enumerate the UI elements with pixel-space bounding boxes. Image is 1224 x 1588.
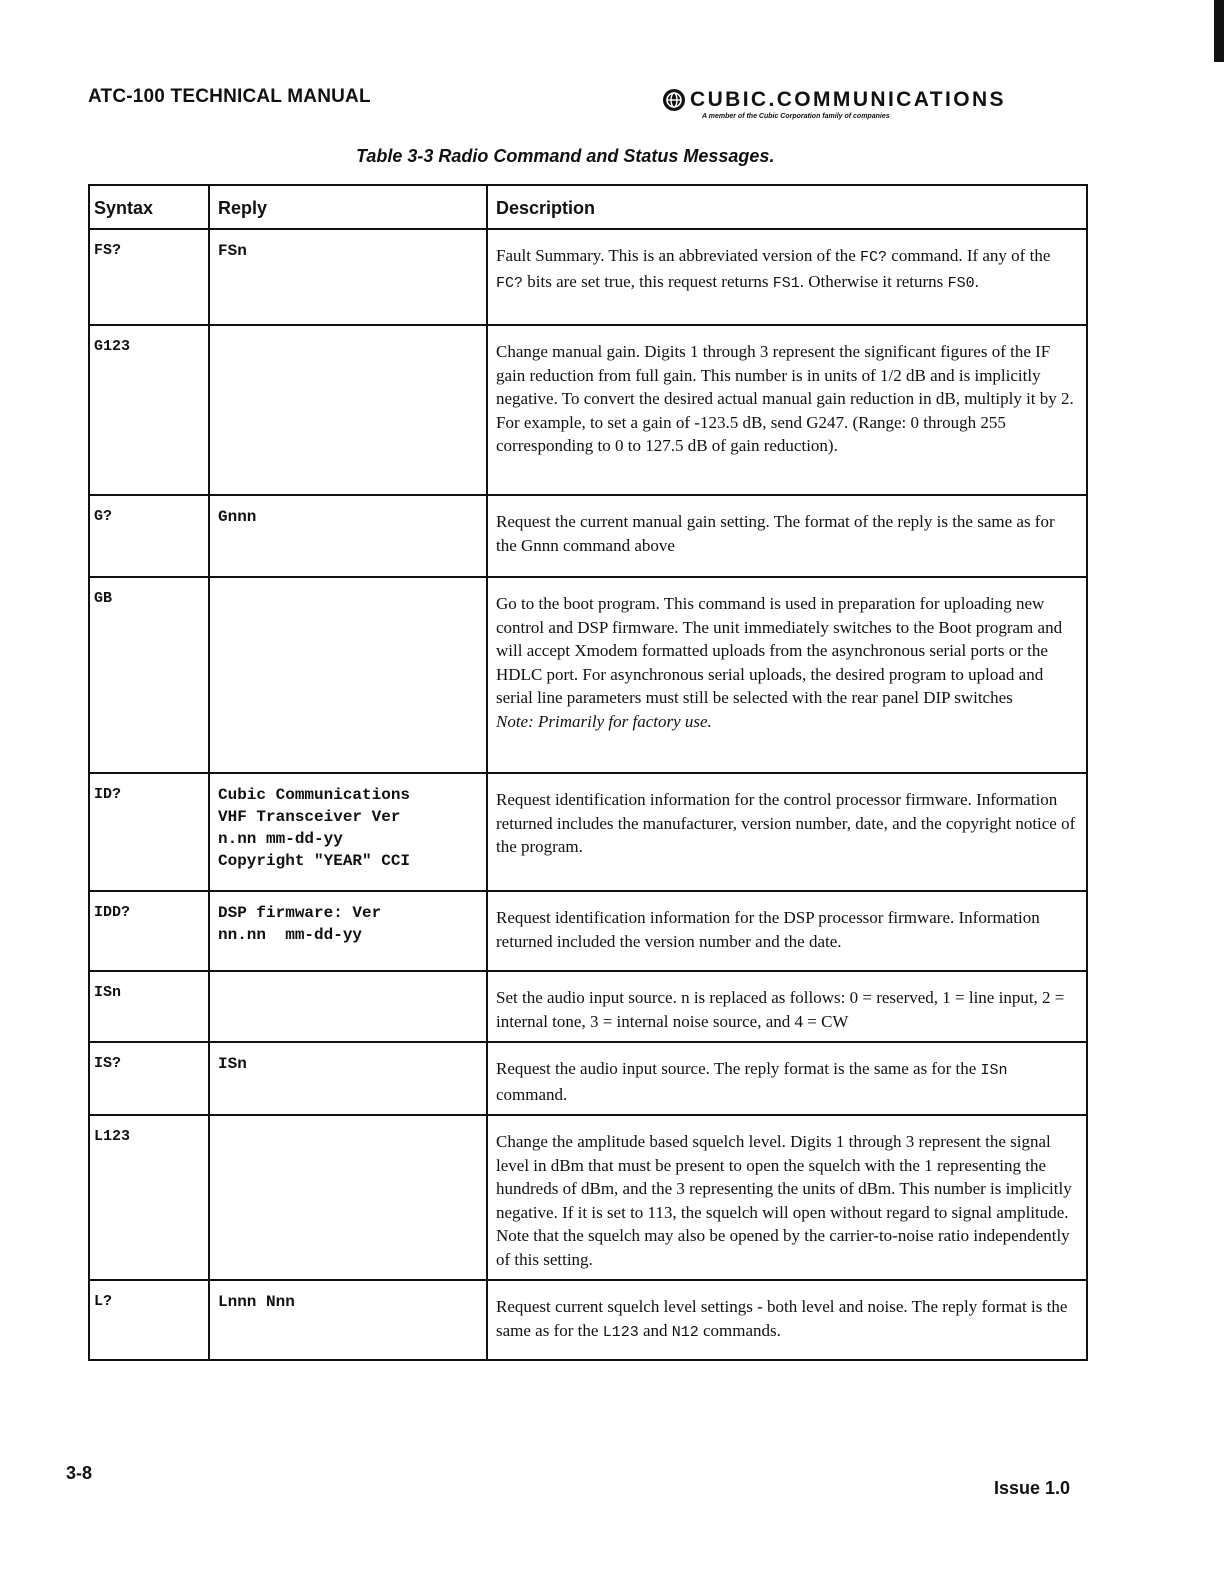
- syntax-cell: ID?: [89, 773, 209, 891]
- table-row: [89, 495, 1087, 577]
- command-code: N12: [671, 1323, 699, 1341]
- reply-cell: FSn: [209, 229, 487, 325]
- reply-cell: [209, 971, 487, 1042]
- table-row: [89, 1042, 1087, 1115]
- reply-cell: [209, 325, 487, 495]
- description-text: Request the audio input source. The reply format is the same as for the: [496, 1059, 981, 1078]
- issue-label: Issue 1.0: [994, 1478, 1071, 1498]
- description-cell: [487, 495, 1087, 577]
- syntax-cell: IDD?: [89, 891, 209, 971]
- table-row: [89, 891, 1087, 971]
- syntax-cell: ISn: [89, 971, 209, 1042]
- description-text: commands.: [698, 1320, 781, 1340]
- description-text: Request identification information for the control processor firmware. Information returned includes the manufacturer, version number, date, and the copyright notice of the program.: [496, 790, 1076, 856]
- description-note: Note: Primarily for factory use.: [496, 711, 712, 731]
- syntax-cell: IS?: [89, 1042, 209, 1115]
- logo-name: CUBIC.COMMUNICATIONS: [690, 88, 1006, 111]
- description-text: Fault Summary. This is an abbreviated version of the: [496, 246, 861, 265]
- description-cell: [487, 1280, 1087, 1360]
- table-row: [89, 1115, 1087, 1280]
- description-text: .: [974, 271, 979, 291]
- reply-cell: ISn: [209, 1042, 487, 1115]
- table-row: [89, 971, 1087, 1042]
- description-text: Change the amplitude based squelch level. Digits 1 through 3 represent the signal level in dBm that must be present to open the squelch with the 1 representing the hundreds of dBm, and the 3 representing the units of dBm. This number is implicitly negative. If it is set to 113, the squelch will open without regard to signal amplitude. Note that the squelch may also be opened by the carrier-to-noise ratio independently of this setting.: [496, 1132, 1072, 1269]
- reply-cell: Cubic Communications VHF Transceiver Ver n.nn mm-dd-yy Copyright "YEAR" CCI: [209, 773, 487, 891]
- table-row: [89, 773, 1087, 891]
- description-cell: [487, 1115, 1087, 1280]
- description-text: . Otherwise it returns: [799, 271, 948, 291]
- table-row: [89, 1280, 1087, 1360]
- description-cell: [487, 325, 1087, 495]
- reply-header: Reply: [209, 185, 487, 229]
- reply-cell: Gnnn: [209, 495, 487, 577]
- page-number: 3-8: [66, 1463, 93, 1483]
- scan-edge-mark: [1214, 0, 1224, 62]
- command-code: ISn: [980, 1062, 1008, 1079]
- description-text: Request identification information for the DSP processor firmware. Information returned included the version number and the date.: [496, 908, 1040, 951]
- command-table: [88, 184, 1088, 1361]
- syntax-cell: G?: [89, 495, 209, 577]
- description-text: and: [638, 1320, 672, 1340]
- description-text: Go to the boot program. This command is used in preparation for uploading new control and DSP firmware. The unit immediately switches to the Boot program and will accept Xmodem formatted uploads from the asynchronous serial ports or the HDLC port. For asynchronous serial uploads, the desired program to upload and serial line parameters must still be selected with the rear panel DIP switches: [496, 594, 1063, 707]
- description-text: bits are set true, this request returns: [523, 271, 773, 291]
- command-code: FC?: [496, 274, 524, 292]
- description-text: command.: [496, 1084, 568, 1104]
- command-code: L123: [602, 1323, 639, 1341]
- table-row: [89, 229, 1087, 325]
- description-text: Request the current manual gain setting. The format of the reply is the same as for the Gnnn command above: [496, 512, 1055, 555]
- table-row: [89, 325, 1087, 495]
- description-text: Change manual gain. Digits 1 through 3 represent the significant figures of the IF gain reduction from full gain. This number is in units of 1/2 dB and is implicitly negative. To convert the desired actual manual gain reduction in dB, multiply it by 2. For example, to set a gain of -123.5 dB, send G247. (Range: 0 through 255 corresponding to 0 to 127.5 dB of gain reduction).: [496, 342, 1074, 455]
- syntax-cell: L?: [89, 1280, 209, 1360]
- table-header-row: [89, 185, 1087, 229]
- syntax-cell: FS?: [89, 229, 209, 325]
- logo-tagline: A member of the Cubic Corporation family of companies: [702, 113, 890, 120]
- syntax-header: Syntax: [89, 185, 209, 229]
- description-header: Description: [487, 185, 1087, 229]
- command-code: FS0: [947, 274, 975, 292]
- description-cell: [487, 891, 1087, 971]
- table-caption: Table 3-3 Radio Command and Status Messages.: [356, 146, 775, 166]
- command-code: FS1: [772, 274, 800, 292]
- reply-cell: DSP firmware: Ver nn.nn mm-dd-yy: [209, 891, 487, 971]
- description-cell: [487, 229, 1087, 325]
- reply-cell: Lnnn Nnn: [209, 1280, 487, 1360]
- command-code: FC?: [860, 249, 888, 266]
- syntax-cell: G123: [89, 325, 209, 495]
- description-cell: [487, 1042, 1087, 1115]
- reply-cell: [209, 577, 487, 773]
- description-cell: [487, 971, 1087, 1042]
- description-cell: [487, 577, 1087, 773]
- table-row: [89, 577, 1087, 773]
- description-cell: [487, 773, 1087, 891]
- reply-cell: [209, 1115, 487, 1280]
- syntax-cell: L123: [89, 1115, 209, 1280]
- description-text: command. If any of the: [887, 246, 1051, 265]
- globe-icon: [662, 88, 686, 112]
- company-logo: [662, 88, 1092, 120]
- manual-title: ATC-100 TECHNICAL MANUAL: [88, 86, 371, 107]
- description-text: Set the audio input source. n is replaced as follows: 0 = reserved, 1 = line input, 2 = internal tone, 3 = internal noise source, and 4 = CW: [496, 988, 1065, 1031]
- description-text: Request current squelch level settings - both level and noise. The reply format is the same as for the: [496, 1297, 1068, 1340]
- syntax-cell: GB: [89, 577, 209, 773]
